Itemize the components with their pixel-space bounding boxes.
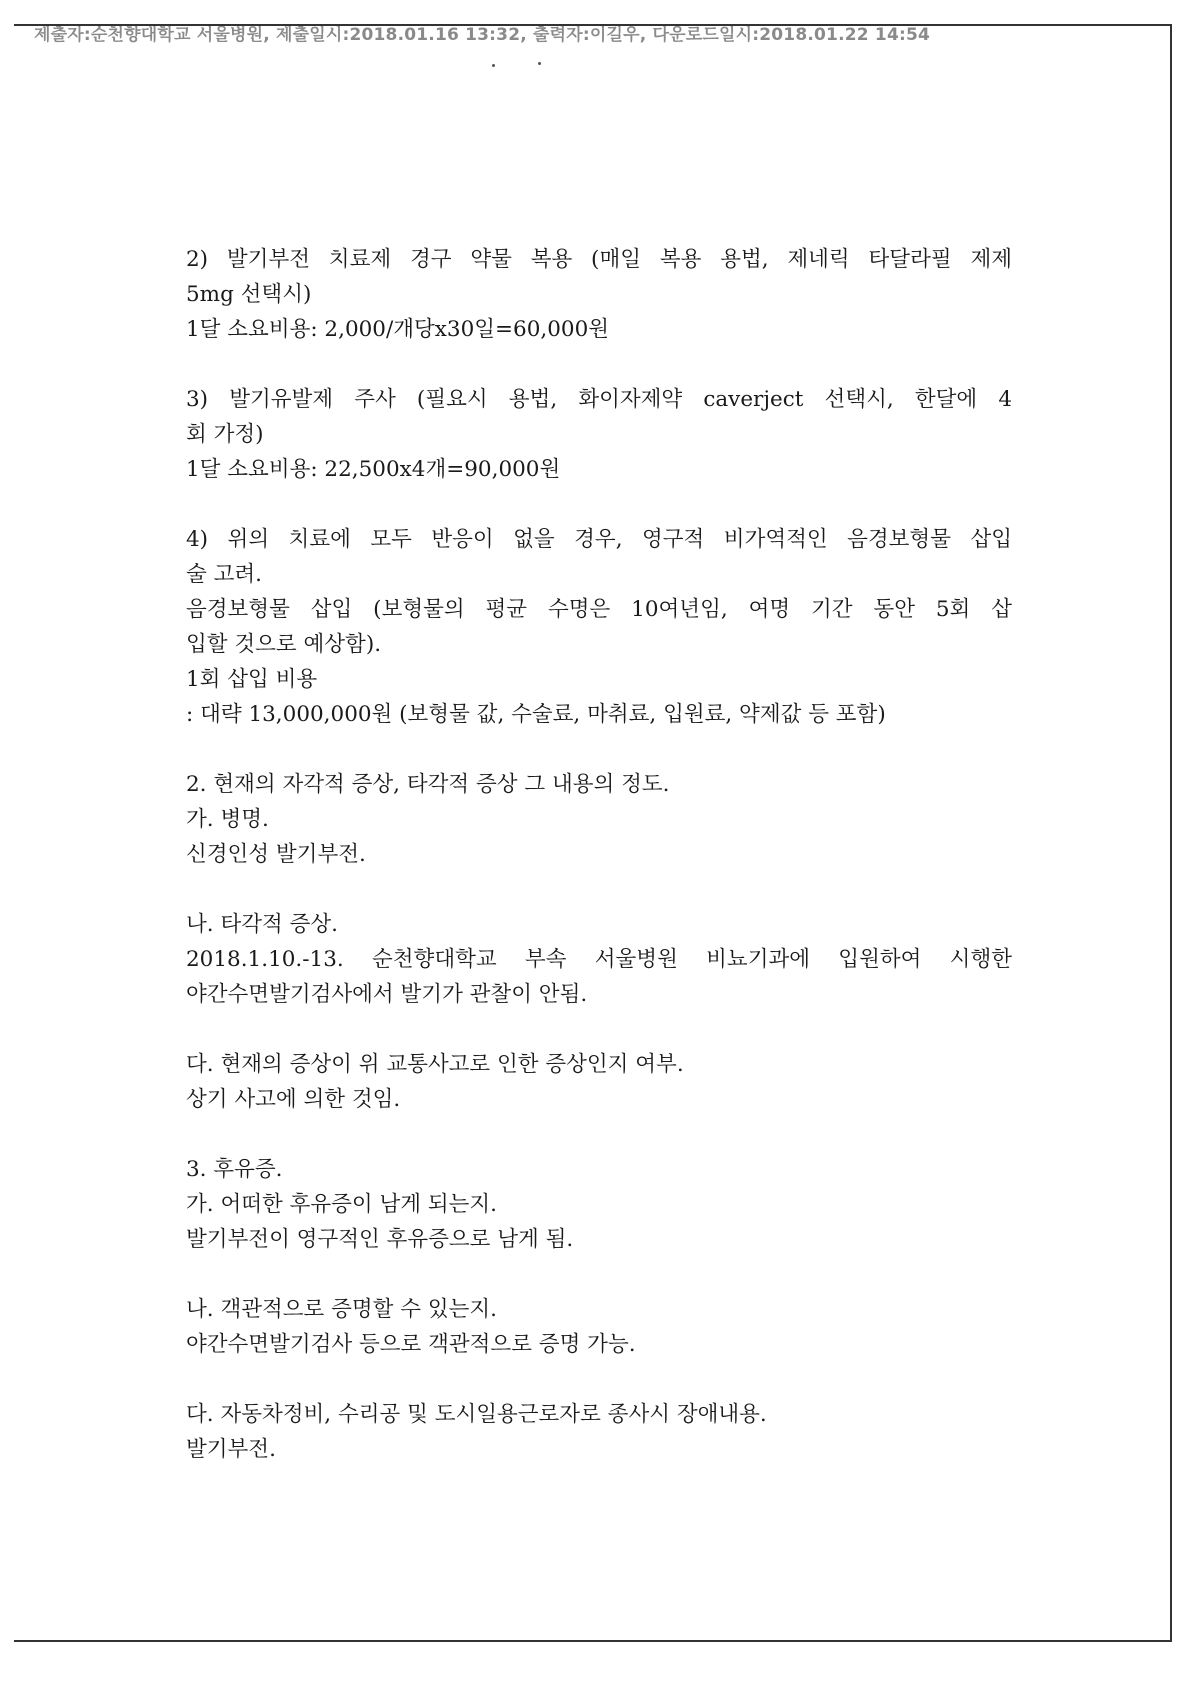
text-line: 다. 자동차정비, 수리공 및 도시일용근로자로 종사시 장애내용. [186, 1402, 767, 1427]
text-line: 5mg 선택시) [186, 282, 312, 307]
text-line: 나. 객관적으로 증명할 수 있는지. [186, 1297, 498, 1322]
text-line: 3) 발기유발제 주사 (필요시 용법, 화이자제약 caverject 선택시, 한달에 4 [186, 387, 1012, 412]
scan-speck [538, 62, 541, 65]
text-line: 1달 소요비용: 22,500x4개=90,000원 [186, 457, 561, 482]
paragraph [186, 242, 1012, 347]
text-line: 야간수면발기검사 등으로 객관적으로 증명 가능. [186, 1332, 636, 1357]
text-line: 술 고려. [186, 562, 262, 587]
text-line: 야간수면발기검사에서 발기가 관찰이 안됨. [186, 982, 588, 1007]
paragraph [186, 1152, 1012, 1257]
download-header: 제출자:순천향대학교 서울병원, 제출일시:2018.01.16 13:32, 출력자:이길우, 다운로드일시:2018.01.22 14:54 [34, 25, 931, 45]
paragraph [186, 1047, 1012, 1117]
text-line: 4) 위의 치료에 모두 반응이 없을 경우, 영구적 비가역적인 음경보형물 삽입 [186, 527, 1012, 552]
text-line: 3. 후유증. [186, 1157, 283, 1182]
paragraph [186, 1397, 1012, 1467]
text-line: 2018.1.10.-13. 순천향대학교 부속 서울병원 비뇨기과에 입원하여 시행한 [186, 947, 1012, 972]
text-line: 입할 것으로 예상함). [186, 632, 382, 657]
paragraph [186, 522, 1012, 732]
text-line: : 대략 13,000,000원 (보형물 값, 수술료, 마취료, 입원료, 약제값 등 포함) [186, 702, 886, 727]
paragraph [186, 907, 1012, 1012]
text-line: 나. 타각적 증상. [186, 912, 338, 937]
text-line: 1달 소요비용: 2,000/개당x30일=60,000원 [186, 317, 610, 342]
paragraph [186, 382, 1012, 487]
text-line: 가. 어떠한 후유증이 남게 되는지. [186, 1192, 498, 1217]
paragraph [186, 767, 1012, 872]
text-line: 회 가정) [186, 422, 264, 447]
text-line: 가. 병명. [186, 807, 269, 832]
paragraph [186, 1292, 1012, 1362]
text-line: 음경보형물 삽입 (보형물의 평균 수명은 10여년임, 여명 기간 동안 5회 삽 [186, 597, 1012, 622]
scan-speck [492, 64, 495, 67]
text-line: 2. 현재의 자각적 증상, 타각적 증상 그 내용의 정도. [186, 772, 670, 797]
text-line: 상기 사고에 의한 것임. [186, 1087, 401, 1112]
text-line: 발기부전. [186, 1437, 276, 1462]
text-line: 다. 현재의 증상이 위 교통사고로 인한 증상인지 여부. [186, 1052, 684, 1077]
document-body [186, 242, 1012, 1502]
text-line: 신경인성 발기부전. [186, 842, 366, 867]
text-line: 발기부전이 영구적인 후유증으로 남게 됨. [186, 1227, 574, 1252]
text-line: 2) 발기부전 치료제 경구 약물 복용 (매일 복용 용법, 제네릭 타달라필 제제 [186, 247, 1012, 272]
text-line: 1회 삽입 비용 [186, 667, 318, 692]
